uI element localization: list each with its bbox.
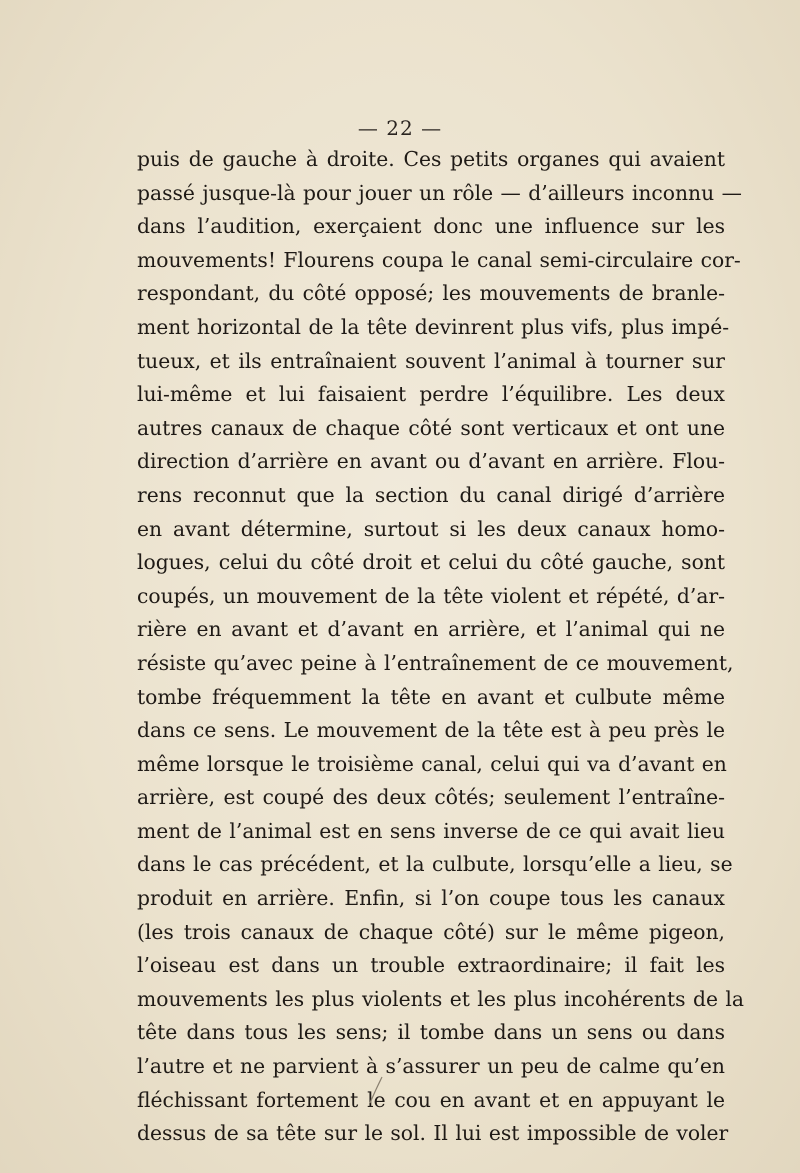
text-line: (les trois canaux de chaque côté) sur le même pigeon, bbox=[137, 919, 725, 944]
text-line: lui-même et lui faisaient perdre l’équilibre. Les deux bbox=[137, 382, 725, 407]
text-line: l’oiseau est dans un trouble extraordinaire; il fait les bbox=[137, 953, 725, 978]
text-line: dans l’audition, exerçaient donc une influence sur les bbox=[137, 214, 725, 239]
text-line: fléchissant fortement le cou en avant et en appuyant le bbox=[137, 1087, 725, 1112]
text-line: passé jusque-là pour jouer un rôle — d’ailleurs inconnu — bbox=[137, 180, 742, 205]
text-line: respondant, du côté opposé; les mouvements de branle- bbox=[137, 281, 725, 306]
text-line: puis de gauche à droite. Ces petits organes qui avaient bbox=[137, 147, 725, 171]
text-line: dessus de sa tête sur le sol. Il lui est impossible de voler bbox=[137, 1121, 729, 1146]
text-line: autres canaux de chaque côté sont verticaux et ont une bbox=[137, 415, 725, 440]
text-line: tombe fréquemment la tête en avant et culbute même bbox=[137, 684, 725, 709]
text-line: coupés, un mouvement de la tête violent et répété, d’ar- bbox=[137, 583, 725, 608]
text-line: ment horizontal de la tête devinrent plus vifs, plus impé- bbox=[137, 314, 730, 339]
body-text bbox=[137, 143, 744, 1151]
text-line: mouvements les plus violents et les plus incohérents de la bbox=[137, 986, 744, 1011]
text-line: ment de l’animal est en sens inverse de ce qui avait lieu bbox=[137, 818, 725, 843]
text-line: l’autre et ne parvient à s’assurer un peu de calme qu’en bbox=[137, 1054, 725, 1079]
text-line: produit en arrière. Enfin, si l’on coupe tous les canaux bbox=[137, 886, 725, 911]
text-line: en avant détermine, surtout si les deux canaux homo- bbox=[137, 516, 725, 541]
text-line: résiste qu’avec peine à l’entraînement de ce mouvement, bbox=[137, 650, 734, 675]
text-line: rière en avant et d’avant en arrière, et l’animal qui ne bbox=[137, 617, 725, 642]
text-line: tueux, et ils entraînaient souvent l’animal à tourner sur bbox=[137, 348, 725, 373]
text-line: mouvements! Flourens coupa le canal semi-circulaire cor- bbox=[137, 247, 741, 272]
pencil-mark bbox=[366, 1075, 386, 1105]
text-line: même lorsque le troisième canal, celui qui va d’avant en bbox=[137, 751, 727, 776]
text-line: direction d’arrière en avant ou d’avant en arrière. Flou- bbox=[137, 449, 725, 474]
text-line: dans ce sens. Le mouvement de la tête est à peu près le bbox=[137, 718, 725, 743]
text-line: tête dans tous les sens; il tombe dans un sens ou dans bbox=[137, 1020, 725, 1045]
text-line: arrière, est coupé des deux côtés; seulement l’entraîne- bbox=[137, 785, 725, 810]
text-line: dans le cas précédent, et la culbute, lorsqu’elle a lieu, se bbox=[137, 852, 733, 877]
page-number: — 22 — bbox=[357, 116, 443, 140]
text-line: logues, celui du côté droit et celui du côté gauche, sont bbox=[137, 550, 725, 575]
text-line: rens reconnut que la section du canal dirigé d’arrière bbox=[137, 482, 725, 507]
